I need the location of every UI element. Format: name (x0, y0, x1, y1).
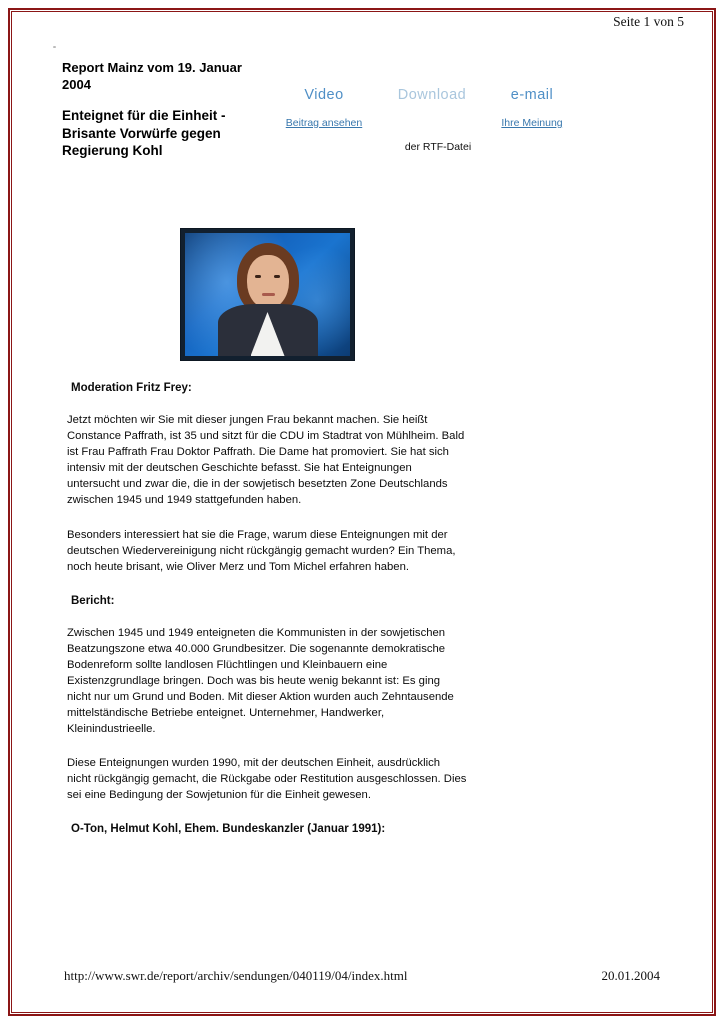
photo-eye-left (255, 275, 261, 278)
moderation-paragraph-2: Besonders interessiert hat sie die Frage, warum diese Enteignungen mit der deutschen Wiedervereinigung nicht rückgängig gemacht wurden? Ein Thema, noch heute brisant, wie Oliver Merz und Tom Michel erfahren haben. (67, 528, 456, 573)
moderation-heading: Moderation Fritz Frey: (71, 382, 192, 394)
article-photo (180, 228, 355, 361)
photo-face (247, 255, 289, 309)
title-block (62, 60, 252, 160)
document-content (62, 60, 662, 836)
download-link-group[interactable] (377, 87, 487, 103)
download-label: Download (397, 87, 467, 103)
media-links-row (242, 75, 662, 185)
page-footer (64, 968, 660, 984)
email-label: e-mail (510, 87, 554, 103)
bericht-heading: Bericht: (71, 594, 115, 607)
video-link-group[interactable] (284, 87, 364, 130)
article-body (67, 380, 467, 854)
video-watch-link[interactable]: Beitrag ansehen (285, 117, 363, 129)
scan-speck (53, 46, 56, 48)
moderation-paragraph-1: Jetzt möchten wir Sie mit dieser jungen Frau bekannt machen. Sie heißt Constance Paffrath, ist 35 und sitzt für die CDU im Stadtrat von Mühlheim. Bald ist Frau Paffrath Frau Doktor Paffrath. Die Dame hat promoviert. Sie hat sich intensiv mit der deutschen Geschichte befasst. Sie hat Enteignungen untersucht und zwar die, die in der sowjetisch besetzten Zone Deutschlands zwischen 1945 und 1949 stattgefunden haben. (67, 414, 465, 507)
bericht-paragraph-2: Diese Enteignungen wurden 1990, mit der deutschen Einheit, ausdrücklich nicht rückgängig gemacht, die Rückgabe oder Restitution ausgeschlossen. Dies sei eine Bedingung der Sowjetunion für die Einheit gewesen. (67, 757, 467, 802)
email-opinion-link[interactable]: Ihre Meinung (501, 117, 563, 129)
footer-date: 20.01.2004 (601, 968, 660, 983)
page-number: Seite 1 von 5 (613, 14, 684, 29)
page-title: Enteignet für die Einheit - Brisante Vorwürfe gegen Regierung Kohl (62, 108, 226, 159)
video-label: Video (304, 87, 344, 103)
oton-heading: O-Ton, Helmut Kohl, Ehem. Bundeskanzler (Januar 1991): (71, 823, 386, 836)
bericht-paragraph-1: Zwischen 1945 und 1949 enteigneten die Kommunisten in der sowjetischen Beatzungszone etwa 40.000 Grundbesitzer. Die sogenannte demokratische Bodenreform sollte landlosen Flüchtlingen und Kleinbauern eine Existenzgrundlage bringen. Doch was bis heute wenig bekannt ist: Es ging nicht nur um Grund und Boden. Mit dieser Aktion wurden auch Zehntausende mittelständische Betriebe enteignet. Unternehmer, Handwerker, Kleinindustrieelle. (67, 626, 454, 736)
rtf-note: der RTF-Datei (404, 141, 472, 153)
photo-mouth (262, 293, 275, 296)
photo-image (185, 233, 350, 356)
footer-url: http://www.swr.de/report/archiv/sendungen/040119/04/index.html (64, 968, 408, 983)
email-link-group[interactable] (492, 87, 572, 130)
photo-eye-right (274, 275, 280, 278)
report-kicker: Report Mainz vom 19. Januar 2004 (62, 60, 242, 92)
